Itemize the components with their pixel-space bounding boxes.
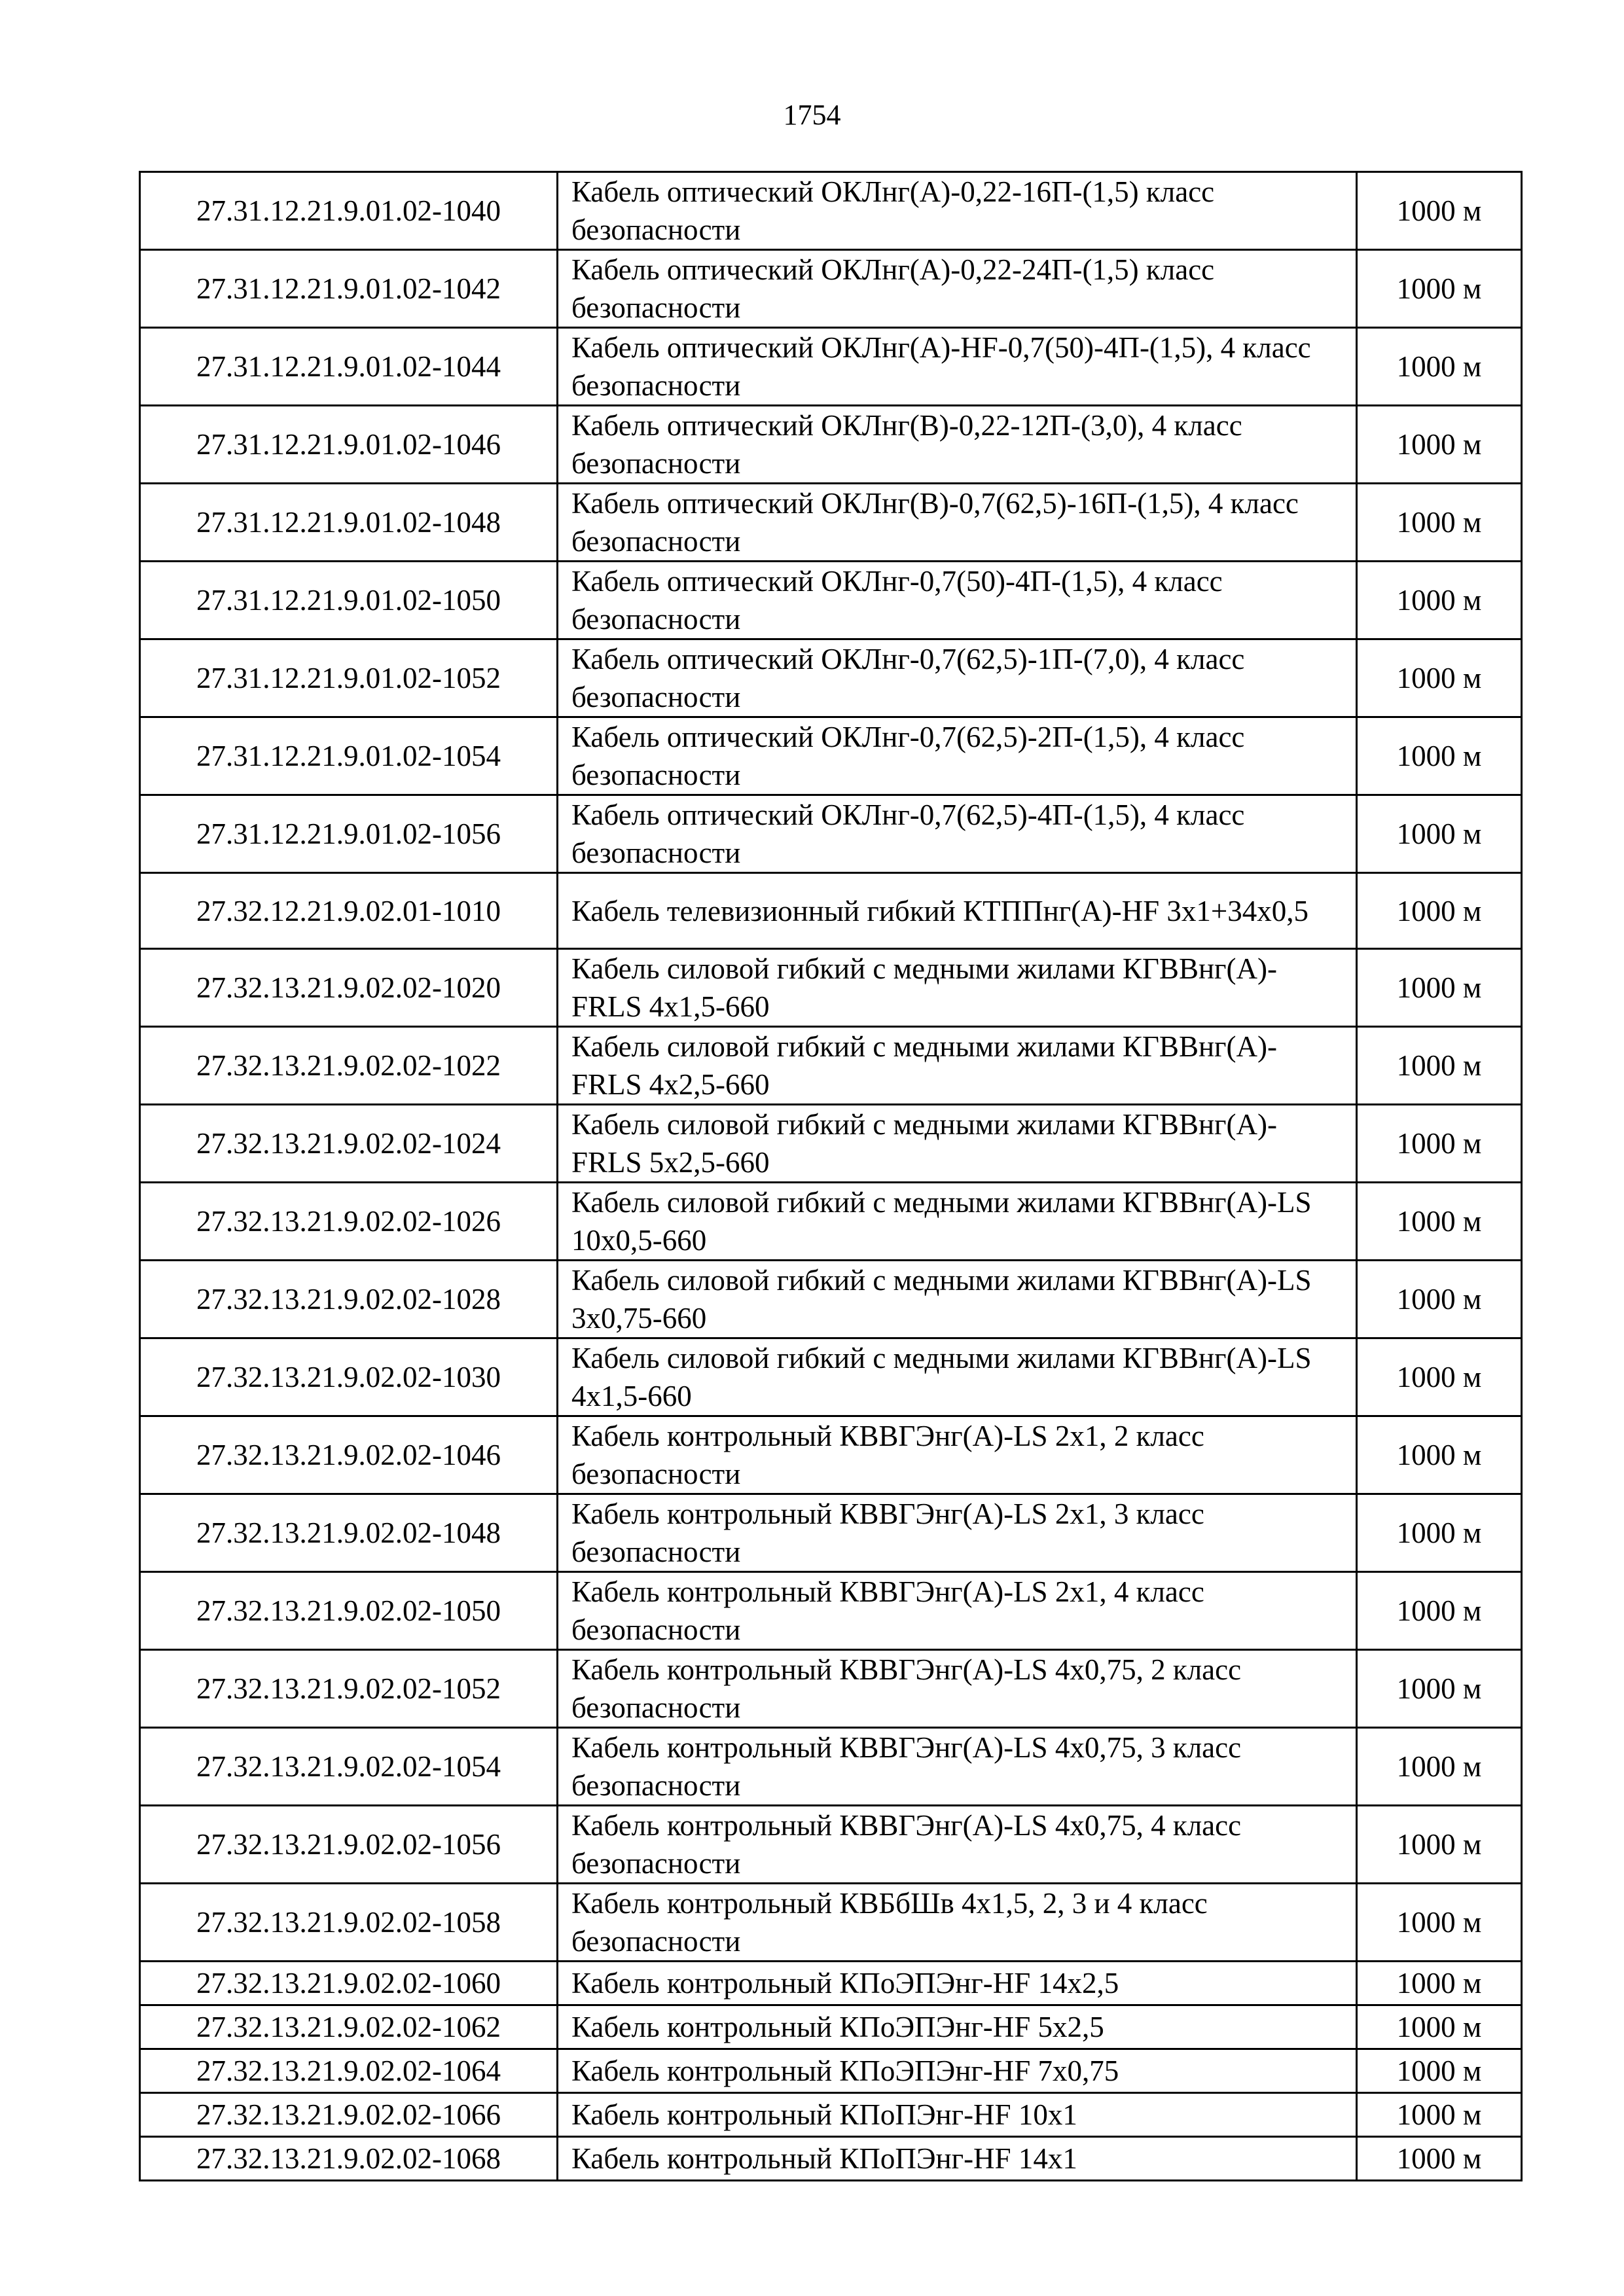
table-row [140, 2049, 1522, 2093]
description-cell: Кабель силовой гибкий с медными жилами КГВВнг(А)-FRLS 4х1,5-660 [558, 949, 1357, 1027]
description-cell: Кабель контрольный КВВГЭнг(А)-LS 4х0,75, 3 класс безопасности [558, 1728, 1357, 1806]
description-cell: Кабель силовой гибкий с медными жилами КГВВнг(А)-FRLS 5х2,5-660 [558, 1105, 1357, 1183]
table-row [140, 250, 1522, 328]
code-cell: 27.32.13.21.9.02.02-1054 [140, 1728, 558, 1806]
unit-cell: 1000 м [1357, 2049, 1522, 2093]
code-cell: 27.31.12.21.9.01.02-1044 [140, 328, 558, 406]
unit-cell: 1000 м [1357, 172, 1522, 250]
table-row [140, 406, 1522, 484]
unit-cell: 1000 м [1357, 1183, 1522, 1261]
unit-cell: 1000 м [1357, 1884, 1522, 1962]
table-row [140, 1105, 1522, 1183]
description-cell: Кабель телевизионный гибкий КТППнг(А)-HF 3х1+34х0,5 [558, 873, 1357, 949]
unit-cell: 1000 м [1357, 1261, 1522, 1338]
unit-cell: 1000 м [1357, 1027, 1522, 1105]
table-row [140, 717, 1522, 795]
description-cell: Кабель оптический ОКЛнг-0,7(62,5)-1П-(7,0), 4 класс безопасности [558, 639, 1357, 717]
unit-cell: 1000 м [1357, 406, 1522, 484]
unit-cell: 1000 м [1357, 1806, 1522, 1884]
description-cell: Кабель контрольный КВВГЭнг(А)-LS 2х1, 4 класс безопасности [558, 1572, 1357, 1650]
description-cell: Кабель контрольный КВВГЭнг(А)-LS 4х0,75, 2 класс безопасности [558, 1650, 1357, 1728]
code-cell: 27.32.13.21.9.02.02-1066 [140, 2093, 558, 2137]
description-cell: Кабель силовой гибкий с медными жилами КГВВнг(А)-LS 10х0,5-660 [558, 1183, 1357, 1261]
table-row [140, 1416, 1522, 1494]
description-cell: Кабель оптический ОКЛнг(А)-0,22-16П-(1,5) класс безопасности [558, 172, 1357, 250]
table-row [140, 1728, 1522, 1806]
unit-cell: 1000 м [1357, 949, 1522, 1027]
unit-cell: 1000 м [1357, 1572, 1522, 1650]
unit-cell: 1000 м [1357, 1416, 1522, 1494]
description-cell: Кабель контрольный КВВГЭнг(А)-LS 2х1, 3 класс безопасности [558, 1494, 1357, 1572]
unit-cell: 1000 м [1357, 2005, 1522, 2049]
table-row [140, 1183, 1522, 1261]
code-cell: 27.31.12.21.9.01.02-1042 [140, 250, 558, 328]
unit-cell: 1000 м [1357, 1650, 1522, 1728]
description-cell: Кабель оптический ОКЛнг-0,7(62,5)-2П-(1,5), 4 класс безопасности [558, 717, 1357, 795]
description-cell: Кабель оптический ОКЛнг(А)-HF-0,7(50)-4П-(1,5), 4 класс безопасности [558, 328, 1357, 406]
unit-cell: 1000 м [1357, 2093, 1522, 2137]
table-row [140, 2137, 1522, 2181]
page-number: 1754 [783, 99, 841, 131]
description-cell: Кабель контрольный КВВГЭнг(А)-LS 2х1, 2 класс безопасности [558, 1416, 1357, 1494]
unit-cell: 1000 м [1357, 1728, 1522, 1806]
unit-cell: 1000 м [1357, 795, 1522, 873]
description-cell: Кабель контрольный КВБбШв 4х1,5, 2, 3 и 4 класс безопасности [558, 1884, 1357, 1962]
table-row [140, 1338, 1522, 1416]
description-cell: Кабель контрольный КПоПЭнг-HF 10х1 [558, 2093, 1357, 2137]
unit-cell: 1000 м [1357, 250, 1522, 328]
unit-cell: 1000 м [1357, 1338, 1522, 1416]
table-row [140, 1806, 1522, 1884]
description-cell: Кабель контрольный КВВГЭнг(А)-LS 4х0,75, 4 класс безопасности [558, 1806, 1357, 1884]
table-row [140, 1261, 1522, 1338]
unit-cell: 1000 м [1357, 1962, 1522, 2005]
code-cell: 27.32.13.21.9.02.02-1022 [140, 1027, 558, 1105]
table-row [140, 639, 1522, 717]
code-cell: 27.32.13.21.9.02.02-1024 [140, 1105, 558, 1183]
unit-cell: 1000 м [1357, 639, 1522, 717]
code-cell: 27.32.12.21.9.02.01-1010 [140, 873, 558, 949]
table-row [140, 873, 1522, 949]
code-cell: 27.31.12.21.9.01.02-1056 [140, 795, 558, 873]
unit-cell: 1000 м [1357, 1105, 1522, 1183]
table-row [140, 795, 1522, 873]
table-body [140, 172, 1522, 2181]
table-row [140, 562, 1522, 639]
table-row [140, 2005, 1522, 2049]
table-row [140, 1572, 1522, 1650]
description-cell: Кабель контрольный КПоПЭнг-HF 14х1 [558, 2137, 1357, 2181]
code-cell: 27.31.12.21.9.01.02-1040 [140, 172, 558, 250]
description-cell: Кабель оптический ОКЛнг(В)-0,22-12П-(3,0), 4 класс безопасности [558, 406, 1357, 484]
code-cell: 27.32.13.21.9.02.02-1062 [140, 2005, 558, 2049]
description-cell: Кабель контрольный КПоЭПЭнг-HF 7х0,75 [558, 2049, 1357, 2093]
table-row [140, 328, 1522, 406]
unit-cell: 1000 м [1357, 2137, 1522, 2181]
description-cell: Кабель силовой гибкий с медными жилами КГВВнг(А)-LS 4х1,5-660 [558, 1338, 1357, 1416]
table-row [140, 1027, 1522, 1105]
description-cell: Кабель оптический ОКЛнг(В)-0,7(62,5)-16П-(1,5), 4 класс безопасности [558, 484, 1357, 562]
table-row [140, 1884, 1522, 1962]
table-row [140, 1650, 1522, 1728]
table-row [140, 172, 1522, 250]
code-cell: 27.32.13.21.9.02.02-1052 [140, 1650, 558, 1728]
unit-cell: 1000 м [1357, 1494, 1522, 1572]
code-cell: 27.32.13.21.9.02.02-1030 [140, 1338, 558, 1416]
code-cell: 27.32.13.21.9.02.02-1048 [140, 1494, 558, 1572]
code-cell: 27.31.12.21.9.01.02-1052 [140, 639, 558, 717]
table-row [140, 2093, 1522, 2137]
unit-cell: 1000 м [1357, 328, 1522, 406]
code-cell: 27.32.13.21.9.02.02-1020 [140, 949, 558, 1027]
description-cell: Кабель силовой гибкий с медными жилами КГВВнг(А)-LS 3х0,75-660 [558, 1261, 1357, 1338]
table-row [140, 1494, 1522, 1572]
code-cell: 27.31.12.21.9.01.02-1054 [140, 717, 558, 795]
code-cell: 27.32.13.21.9.02.02-1060 [140, 1962, 558, 2005]
code-cell: 27.32.13.21.9.02.02-1046 [140, 1416, 558, 1494]
table-row [140, 484, 1522, 562]
code-cell: 27.32.13.21.9.02.02-1056 [140, 1806, 558, 1884]
code-cell: 27.32.13.21.9.02.02-1026 [140, 1183, 558, 1261]
resource-table [139, 171, 1523, 2181]
unit-cell: 1000 м [1357, 484, 1522, 562]
code-cell: 27.32.13.21.9.02.02-1028 [140, 1261, 558, 1338]
table-row [140, 1962, 1522, 2005]
code-cell: 27.32.13.21.9.02.02-1058 [140, 1884, 558, 1962]
description-cell: Кабель оптический ОКЛнг(А)-0,22-24П-(1,5) класс безопасности [558, 250, 1357, 328]
code-cell: 27.32.13.21.9.02.02-1068 [140, 2137, 558, 2181]
unit-cell: 1000 м [1357, 717, 1522, 795]
code-cell: 27.31.12.21.9.01.02-1046 [140, 406, 558, 484]
code-cell: 27.31.12.21.9.01.02-1050 [140, 562, 558, 639]
code-cell: 27.32.13.21.9.02.02-1050 [140, 1572, 558, 1650]
unit-cell: 1000 м [1357, 873, 1522, 949]
table-row [140, 949, 1522, 1027]
code-cell: 27.32.13.21.9.02.02-1064 [140, 2049, 558, 2093]
description-cell: Кабель оптический ОКЛнг-0,7(50)-4П-(1,5), 4 класс безопасности [558, 562, 1357, 639]
code-cell: 27.31.12.21.9.01.02-1048 [140, 484, 558, 562]
description-cell: Кабель контрольный КПоЭПЭнг-HF 14х2,5 [558, 1962, 1357, 2005]
unit-cell: 1000 м [1357, 562, 1522, 639]
description-cell: Кабель оптический ОКЛнг-0,7(62,5)-4П-(1,5), 4 класс безопасности [558, 795, 1357, 873]
description-cell: Кабель силовой гибкий с медными жилами КГВВнг(А)-FRLS 4х2,5-660 [558, 1027, 1357, 1105]
description-cell: Кабель контрольный КПоЭПЭнг-HF 5х2,5 [558, 2005, 1357, 2049]
